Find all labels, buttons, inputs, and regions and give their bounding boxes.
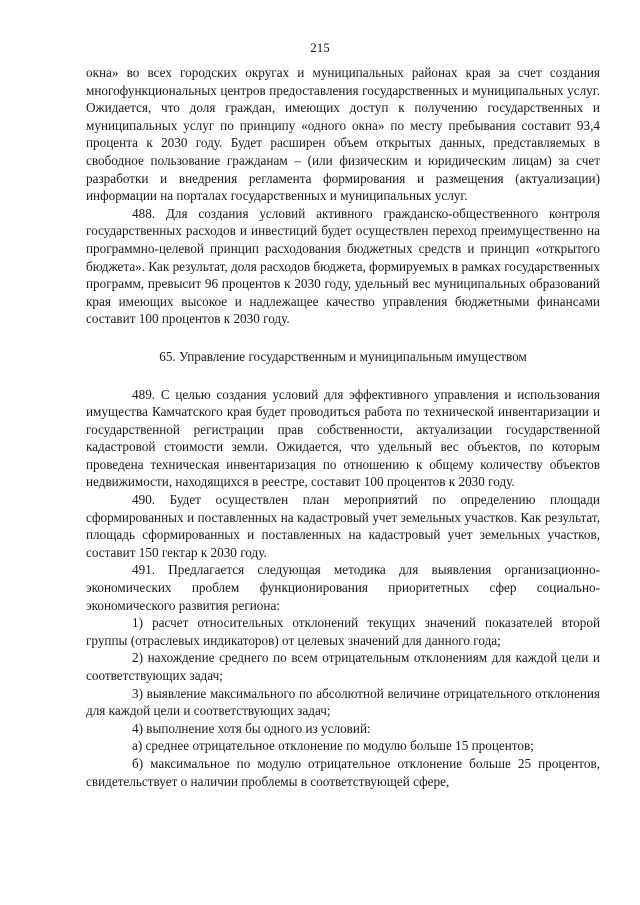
page-number: 215 <box>310 40 330 55</box>
paragraph: б) максимальное по модулю отрицательное отклонение больше 25 процентов, свидетельствует о наличии проблемы в соответствующей сфере, <box>86 755 600 789</box>
paragraph: окна» во всех городских округах и муниципальных районах края за счет создания многофункциональных центров предоставления государственных и муниципальных услуг. Ожидается, что доля граждан, имеющих доступ к получению государственных и муниципальных услуг по принципу «одного окна» по месту пребывания составит 93,4 процента к 2030 году. Будет расширен объем открытых данных, представляемых в свободное пользование гражданам – (или физическим и юридическим лицам) за счет разработки и внедрения регламента формирования и размещения (актуализации) информации на порталах государственных и муниципальных услуг. <box>86 65 600 204</box>
paragraph: 488. Для создания условий активного гражданско-общественного контроля государственных расходов и инвестиций будет осуществлен переход преимущественно на программно-целевой принцип расходования бюджетных средств и принцип «открытого бюджета». Как результат, доля расходов бюджета, формируемых в рамках государственных программ, превысит 96 процентов к 2030 году, удельный вес муниципальных образований края имеющих высокое и надлежащее качество управления бюджетными финансами составит 100 процентов к 2030 году. <box>86 205 600 327</box>
document-body <box>86 64 600 790</box>
paragraph: 1) расчет относительных отклонений текущих значений показателей второй группы (отраслевых индикаторов) от целевых значений для данного года; <box>86 615 600 648</box>
paragraph: 489. С целью создания условий для эффективного управления и использования имущества Камчатского края будет проводиться работа по технической инвентаризации и государственной регистрации прав собственности, актуализации государственной кадастровой стоимости земли. Ожидается, что удельный вес объектов, по которым проведена техническая инвентаризация по отношению к общему количеству объектов недвижимости, находящихся в реестре, составит 100 процентов к 2030 году. <box>86 386 600 490</box>
section-heading: 65. Управление государственным и муниципальным имуществом <box>159 348 527 364</box>
paragraphs-before <box>86 64 600 328</box>
paragraph: 491. Предлагается следующая методика для выявления организационно-экономических проблем функционирования приоритетных сфер социально-экономического развития региона: <box>86 562 600 613</box>
paragraph: 3) выявление максимального по абсолютной величине отрицательного отклонения для каждой цели и соответствующих задач; <box>86 685 600 719</box>
paragraphs-after <box>86 386 600 791</box>
paragraph: 490. Будет осуществлен план мероприятий по определению площади сформированных и поставленных на кадастровый учет земельных участков. Как результат, площадь сформированных и поставленных на кадастровый учет земельных участков, составит 150 гектар к 2030 году. <box>86 492 600 560</box>
paragraph: а) среднее отрицательное отклонение по модулю больше 15 процентов; <box>132 738 534 754</box>
paragraph: 2) нахождение среднего по всем отрицательным отклонениям для каждой цели и соответствующих задач; <box>86 650 600 683</box>
paragraph: 4) выполнение хотя бы одного из условий: <box>132 720 371 736</box>
